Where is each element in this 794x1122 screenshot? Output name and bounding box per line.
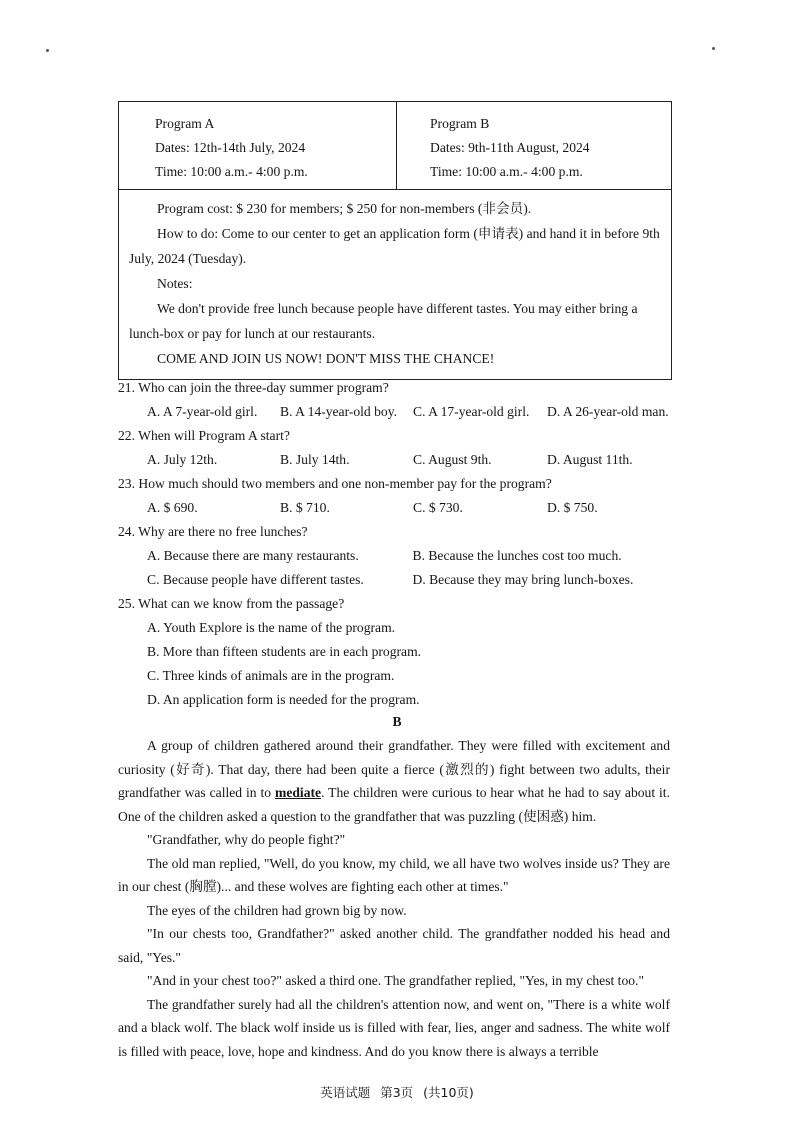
option-a: A. Because there are many restaurants.: [147, 548, 359, 563]
option-b: B. Because the lunches cost too much.: [412, 548, 622, 563]
program-b-column: [396, 102, 671, 189]
option-b: B. More than fifteen students are in each program.: [147, 644, 422, 659]
option-d: D. $ 750.: [547, 500, 598, 515]
underlined-word: mediate: [275, 785, 322, 800]
question-24-stem: 24. Why are there no free lunches?: [118, 524, 308, 539]
call-to-action: COME AND JOIN US NOW! DON'T MISS THE CHANCE!: [157, 351, 495, 366]
notes-label: Notes:: [157, 276, 193, 291]
question-24-options-row-2: [118, 568, 678, 592]
program-b-time: Time: 10:00 a.m.- 4:00 p.m.: [430, 164, 583, 179]
option-b: B. A 14-year-old boy.: [280, 404, 398, 419]
option-c: C. Because people have different tastes.: [147, 572, 364, 587]
passage-paragraph: "And in your chest too?" asked a third one. The grandfather replied, "Yes, in my chest too.": [147, 973, 644, 988]
question-25-stem: 25. What can we know from the passage?: [118, 596, 345, 611]
passage-b: [118, 734, 670, 1063]
option-d: D. Because they may bring lunch-boxes.: [412, 572, 634, 587]
passage-paragraph: The eyes of the children had grown big by now.: [147, 902, 407, 918]
option-b: B. $ 710.: [280, 500, 330, 515]
program-columns: [119, 102, 671, 190]
question-23-stem: 23. How much should two members and one non-member pay for the program?: [118, 476, 552, 491]
option-a: A. A 7-year-old girl.: [147, 404, 258, 419]
passage-text: . The children were curious to hear what he had to say about it. One of the children asked a question to the grandfather that was puzzling (使困惑) him.: [118, 785, 670, 824]
program-a-dates: Dates: 12th-14th July, 2024: [155, 140, 306, 155]
option-a: A. Youth Explore is the name of the program.: [147, 620, 396, 635]
option-a: A. July 12th.: [147, 452, 218, 467]
option-a: A. $ 690.: [147, 500, 198, 515]
how-to-apply: How to do: Come to our center to get an application form (申请表) and hand it in before 9th July, 2024 (Tuesday).: [129, 226, 660, 266]
program-a-column: [119, 102, 396, 189]
scan-speck: [712, 47, 715, 50]
passage-paragraph: "In our chests too, Grandfather?" asked another child. The grandfather nodded his head and said, "Yes.": [118, 926, 670, 965]
program-a-time: Time: 10:00 a.m.- 4:00 p.m.: [155, 164, 308, 179]
page-footer: 英语试题 第3页 (共10页): [320, 1085, 474, 1100]
passage-text: A group of children gathered around their grandfather. They were filled with excitement and curiosity (好奇). That day, there had been quite a fierce (激烈的) fight between two adults, their grandfather was called in to: [118, 738, 670, 800]
question-23-options: [118, 496, 678, 520]
question-21-stem: 21. Who can join the three-day summer program?: [118, 380, 389, 395]
program-details: [119, 190, 671, 379]
passage-paragraph: The grandfather surely had all the children's attention now, and went on, "There is a white wolf and a black wolf. The black wolf inside us is filled with fear, lies, anger and sadness. The white wolf is filled with peace, love, hope and kindness. And do you know there is always a terrible: [118, 996, 670, 1059]
question-24-options-row-1: [118, 544, 678, 568]
passage-paragraph: The old man replied, "Well, do you know, my child, we all have two wolves inside us? They are in our chest (胸膛)... and these wolves are fighting each other at times.": [118, 855, 670, 894]
scan-speck: [46, 49, 49, 52]
option-d: D. A 26-year-old man.: [547, 404, 669, 419]
option-c: C. $ 730.: [413, 500, 463, 515]
option-b: B. July 14th.: [280, 452, 350, 467]
notes-text: We don't provide free lunch because people have different tastes. You may either bring a lunch-box or pay for lunch at our restaurants.: [129, 301, 638, 341]
section-b-heading: B: [392, 714, 402, 729]
program-b-dates: Dates: 9th-11th August, 2024: [430, 140, 590, 155]
program-info-box: [118, 101, 672, 380]
question-21-options: [118, 400, 678, 424]
passage-paragraph: "Grandfather, why do people fight?": [147, 832, 346, 847]
option-c: C. A 17-year-old girl.: [413, 404, 530, 419]
program-cost: Program cost: $ 230 for members; $ 250 for non-members (非会员).: [157, 201, 532, 216]
program-b-title: Program B: [430, 116, 490, 131]
question-list: [118, 376, 678, 712]
option-c: C. Three kinds of animals are in the program.: [147, 668, 395, 683]
option-d: D. August 11th.: [547, 452, 633, 467]
program-a-title: Program A: [155, 116, 215, 131]
option-c: C. August 9th.: [413, 452, 492, 467]
question-22-stem: 22. When will Program A start?: [118, 428, 290, 443]
option-d: D. An application form is needed for the program.: [147, 692, 420, 707]
question-22-options: [118, 448, 678, 472]
passage-paragraph: [118, 734, 670, 828]
